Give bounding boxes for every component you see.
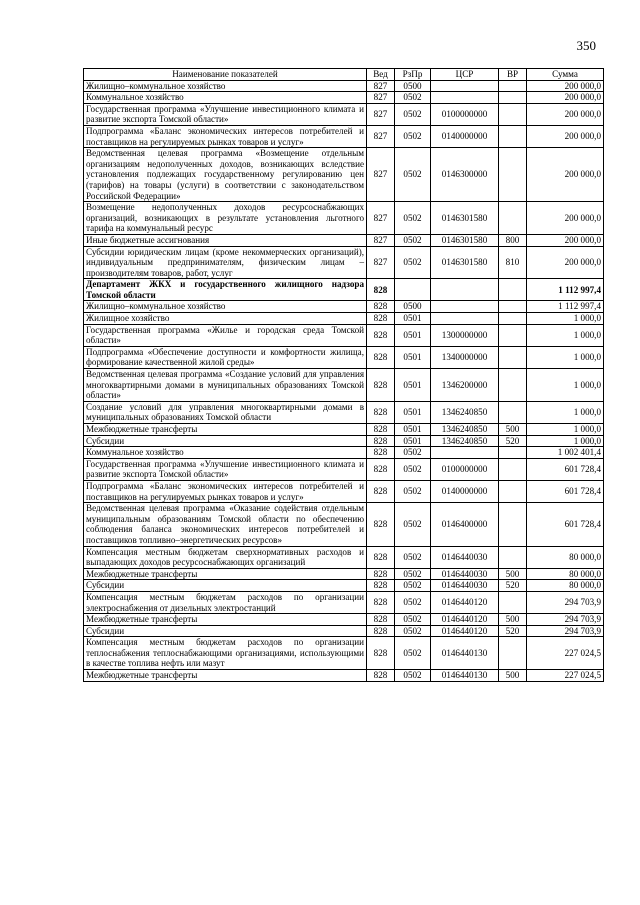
cell-rzpr: 0502 (395, 92, 431, 104)
cell-csr: 0100000000 (431, 103, 499, 125)
table-row (84, 591, 604, 613)
cell-csr: 1346240850 (431, 401, 499, 423)
cell-name: Возмещение недополученных доходов ресурсоснабжающих организаций, возникающих в результате установления льготного тарифа на коммунальный ресурс (84, 202, 367, 235)
table-row (84, 637, 604, 670)
cell-csr: 0146440030 (431, 580, 499, 592)
table-row (84, 625, 604, 637)
table-row (84, 125, 604, 147)
cell-vr (499, 447, 527, 459)
cell-csr: 0146440120 (431, 591, 499, 613)
cell-ved: 828 (367, 401, 395, 423)
cell-name: Ведомственная целевая программа «Создание условий для управления многоквартирными домами в муниципальных образованиях Томской области» (84, 369, 367, 402)
cell-name: Государственная программа «Улучшение инвестиционного климата и развитие экспорта Томской области» (84, 103, 367, 125)
cell-ved: 828 (367, 369, 395, 402)
cell-csr (431, 80, 499, 92)
cell-sum: 601 728,4 (527, 480, 604, 502)
cell-sum: 200 000,0 (527, 80, 604, 92)
cell-ved: 828 (367, 614, 395, 626)
cell-vr (499, 591, 527, 613)
table-row (84, 246, 604, 279)
cell-csr: 0146301580 (431, 246, 499, 279)
cell-ved: 828 (367, 670, 395, 682)
cell-rzpr: 0502 (395, 447, 431, 459)
table-row (84, 614, 604, 626)
cell-sum: 200 000,0 (527, 246, 604, 279)
cell-vr (499, 313, 527, 325)
cell-sum: 227 024,5 (527, 670, 604, 682)
table-row (84, 435, 604, 447)
cell-csr (431, 301, 499, 313)
table-row (84, 148, 604, 202)
cell-rzpr: 0502 (395, 637, 431, 670)
table-row (84, 324, 604, 346)
cell-rzpr: 0501 (395, 346, 431, 368)
cell-name: Подпрограмма «Обеспечение доступности и комфортности жилища, формирование качественной жилой среды» (84, 346, 367, 368)
table-row (84, 580, 604, 592)
cell-rzpr: 0501 (395, 324, 431, 346)
cell-csr: 0146440030 (431, 546, 499, 568)
cell-ved: 827 (367, 202, 395, 235)
cell-csr: 0146440030 (431, 568, 499, 580)
cell-rzpr: 0502 (395, 568, 431, 580)
cell-sum: 80 000,0 (527, 580, 604, 592)
cell-name: Ведомственная целевая программа «Возмещение отдельным организациям недополученных доходов, возникающих вследствие установления подлежащих государственному регулированию цен (тарифов) на товары (услуги) в соответствии с законодательством Российской Федерации» (84, 148, 367, 202)
cell-name: Межбюджетные трансферты (84, 670, 367, 682)
cell-vr (499, 480, 527, 502)
cell-vr (499, 103, 527, 125)
cell-name: Государственная программа «Улучшение инвестиционного климата и развитие экспорта Томской области» (84, 458, 367, 480)
cell-vr (499, 80, 527, 92)
cell-ved: 828 (367, 346, 395, 368)
cell-vr (499, 401, 527, 423)
cell-rzpr: 0502 (395, 480, 431, 502)
cell-name: Жилищно–коммунальное хозяйство (84, 80, 367, 92)
cell-rzpr: 0502 (395, 246, 431, 279)
cell-sum: 1 000,0 (527, 424, 604, 436)
cell-ved: 828 (367, 580, 395, 592)
budget-table (83, 68, 604, 682)
cell-sum: 294 703,9 (527, 591, 604, 613)
cell-name: Ведомственная целевая программа «Оказание содействия отдельным муниципальным образованиям Томской области по обеспечению соблюдения баланса экономических интересов потребителей и поставщиков топливно–энергетических ресурсов» (84, 503, 367, 546)
cell-csr: 0146440120 (431, 625, 499, 637)
table-row (84, 546, 604, 568)
cell-sum: 1 000,0 (527, 435, 604, 447)
cell-sum: 200 000,0 (527, 103, 604, 125)
table-row (84, 670, 604, 682)
cell-name: Подпрограмма «Баланс экономических интересов потребителей и поставщиков на регулируемых рынках товаров и услуг» (84, 125, 367, 147)
cell-rzpr: 0502 (395, 458, 431, 480)
cell-rzpr: 0502 (395, 148, 431, 202)
cell-vr (499, 279, 527, 301)
cell-csr: 1346200000 (431, 369, 499, 402)
table-row (84, 369, 604, 402)
table-row (84, 92, 604, 104)
cell-rzpr: 0501 (395, 435, 431, 447)
cell-sum: 200 000,0 (527, 202, 604, 235)
table-row (84, 279, 604, 301)
cell-vr (499, 148, 527, 202)
cell-ved: 828 (367, 480, 395, 502)
cell-sum: 294 703,9 (527, 614, 604, 626)
cell-name: Компенсация местным бюджетам сверхнормативных расходов и выпадающих доходов ресурсоснабжающих организаций (84, 546, 367, 568)
cell-ved: 828 (367, 503, 395, 546)
cell-sum: 200 000,0 (527, 92, 604, 104)
cell-rzpr: 0502 (395, 625, 431, 637)
cell-sum: 601 728,4 (527, 503, 604, 546)
cell-rzpr: 0502 (395, 580, 431, 592)
cell-vr (499, 125, 527, 147)
cell-ved: 828 (367, 313, 395, 325)
table-header-row (84, 69, 604, 81)
cell-csr: 0146301580 (431, 234, 499, 246)
cell-rzpr: 0501 (395, 369, 431, 402)
cell-vr (499, 301, 527, 313)
cell-rzpr (395, 279, 431, 301)
header-csr: ЦСР (431, 69, 499, 81)
cell-name: Компенсация местным бюджетам расходов по организации электроснабжения от дизельных электростанций (84, 591, 367, 613)
table-row (84, 401, 604, 423)
table-row (84, 346, 604, 368)
cell-name: Субсидии юридическим лицам (кроме некоммерческих организаций), индивидуальным предпринимателям, физическим лицам – производителям товаров, работ, услуг (84, 246, 367, 279)
cell-ved: 828 (367, 591, 395, 613)
cell-rzpr: 0502 (395, 202, 431, 235)
cell-vr (499, 546, 527, 568)
cell-csr: 0140000000 (431, 125, 499, 147)
table-row (84, 424, 604, 436)
cell-name: Коммунальное хозяйство (84, 92, 367, 104)
cell-ved: 828 (367, 625, 395, 637)
cell-ved: 828 (367, 568, 395, 580)
cell-vr: 520 (499, 580, 527, 592)
cell-ved: 827 (367, 80, 395, 92)
cell-vr: 810 (499, 246, 527, 279)
cell-csr: 0146400000 (431, 503, 499, 546)
cell-rzpr: 0502 (395, 234, 431, 246)
table-row (84, 80, 604, 92)
cell-csr: 0146440130 (431, 637, 499, 670)
cell-ved: 828 (367, 279, 395, 301)
table-body (84, 80, 604, 681)
cell-vr: 500 (499, 614, 527, 626)
cell-name: Субсидии (84, 625, 367, 637)
cell-name: Межбюджетные трансферты (84, 424, 367, 436)
cell-name: Межбюджетные трансферты (84, 614, 367, 626)
cell-rzpr: 0502 (395, 546, 431, 568)
page-number: 350 (576, 38, 596, 53)
cell-rzpr: 0501 (395, 313, 431, 325)
cell-sum: 200 000,0 (527, 125, 604, 147)
cell-vr: 500 (499, 568, 527, 580)
cell-vr (499, 324, 527, 346)
cell-ved: 828 (367, 424, 395, 436)
cell-rzpr: 0500 (395, 301, 431, 313)
cell-ved: 828 (367, 324, 395, 346)
table-row (84, 447, 604, 459)
cell-name: Подпрограмма «Баланс экономических интересов потребителей и поставщиков на регулируемых рынках товаров и услуг» (84, 480, 367, 502)
table-row (84, 313, 604, 325)
cell-csr: 0146440120 (431, 614, 499, 626)
cell-vr: 520 (499, 625, 527, 637)
cell-vr: 800 (499, 234, 527, 246)
cell-csr: 1346240850 (431, 424, 499, 436)
cell-name: Межбюджетные трансферты (84, 568, 367, 580)
cell-name: Субсидии (84, 435, 367, 447)
cell-csr: 0140000000 (431, 480, 499, 502)
cell-ved: 828 (367, 637, 395, 670)
cell-sum: 1 000,0 (527, 401, 604, 423)
cell-ved: 828 (367, 458, 395, 480)
cell-csr (431, 92, 499, 104)
cell-csr: 1346240850 (431, 435, 499, 447)
cell-vr: 500 (499, 670, 527, 682)
cell-csr: 0146300000 (431, 148, 499, 202)
cell-csr (431, 447, 499, 459)
cell-vr (499, 92, 527, 104)
cell-csr: 1300000000 (431, 324, 499, 346)
cell-sum: 1 000,0 (527, 313, 604, 325)
cell-rzpr: 0502 (395, 103, 431, 125)
header-name: Наименование показателей (84, 69, 367, 81)
cell-name: Департамент ЖКХ и государственного жилищного надзора Томской области (84, 279, 367, 301)
header-rzpr: РзПр (395, 69, 431, 81)
cell-rzpr: 0502 (395, 591, 431, 613)
cell-sum: 200 000,0 (527, 148, 604, 202)
cell-sum: 227 024,5 (527, 637, 604, 670)
cell-sum: 1 112 997,4 (527, 301, 604, 313)
cell-ved: 828 (367, 447, 395, 459)
header-sum: Сумма (527, 69, 604, 81)
table-row (84, 480, 604, 502)
cell-sum: 80 000,0 (527, 568, 604, 580)
cell-name: Жилищное хозяйство (84, 313, 367, 325)
cell-ved: 827 (367, 246, 395, 279)
cell-rzpr: 0501 (395, 424, 431, 436)
cell-rzpr: 0501 (395, 401, 431, 423)
header-ved: Вед (367, 69, 395, 81)
cell-vr (499, 637, 527, 670)
cell-name: Коммунальное хозяйство (84, 447, 367, 459)
table-row (84, 503, 604, 546)
cell-ved: 828 (367, 546, 395, 568)
cell-sum: 601 728,4 (527, 458, 604, 480)
cell-ved: 827 (367, 92, 395, 104)
cell-vr (499, 346, 527, 368)
cell-sum: 80 000,0 (527, 546, 604, 568)
cell-rzpr: 0500 (395, 80, 431, 92)
cell-ved: 827 (367, 103, 395, 125)
cell-sum: 200 000,0 (527, 234, 604, 246)
cell-csr (431, 279, 499, 301)
table-row (84, 568, 604, 580)
cell-name: Субсидии (84, 580, 367, 592)
cell-rzpr: 0502 (395, 125, 431, 147)
cell-name: Иные бюджетные ассигнования (84, 234, 367, 246)
table-row (84, 202, 604, 235)
cell-name: Жилищно–коммунальное хозяйство (84, 301, 367, 313)
cell-csr: 0100000000 (431, 458, 499, 480)
table-row (84, 234, 604, 246)
cell-ved: 827 (367, 148, 395, 202)
cell-vr (499, 503, 527, 546)
cell-ved: 827 (367, 234, 395, 246)
cell-sum: 1 000,0 (527, 346, 604, 368)
cell-vr (499, 458, 527, 480)
cell-sum: 1 002 401,4 (527, 447, 604, 459)
cell-vr (499, 369, 527, 402)
cell-vr: 520 (499, 435, 527, 447)
cell-rzpr: 0502 (395, 503, 431, 546)
cell-name: Создание условий для управления многоквартирными домами в муниципальных образованиях Томской области (84, 401, 367, 423)
cell-csr: 1340000000 (431, 346, 499, 368)
cell-rzpr: 0502 (395, 670, 431, 682)
cell-csr (431, 313, 499, 325)
cell-vr: 500 (499, 424, 527, 436)
cell-ved: 827 (367, 125, 395, 147)
cell-ved: 828 (367, 301, 395, 313)
cell-vr (499, 202, 527, 235)
table-row (84, 458, 604, 480)
cell-rzpr: 0502 (395, 614, 431, 626)
cell-csr: 0146301580 (431, 202, 499, 235)
cell-sum: 1 000,0 (527, 369, 604, 402)
cell-name: Компенсация местным бюджетам расходов по организации теплоснабжения теплоснабжающими организациями, использующими в качестве топлива нефть или мазут (84, 637, 367, 670)
cell-sum: 1 000,0 (527, 324, 604, 346)
cell-name: Государственная программа «Жилье и городская среда Томской области» (84, 324, 367, 346)
header-vr: ВР (499, 69, 527, 81)
cell-ved: 828 (367, 435, 395, 447)
table-row (84, 301, 604, 313)
table-row (84, 103, 604, 125)
cell-csr: 0146440130 (431, 670, 499, 682)
cell-sum: 1 112 997,4 (527, 279, 604, 301)
cell-sum: 294 703,9 (527, 625, 604, 637)
